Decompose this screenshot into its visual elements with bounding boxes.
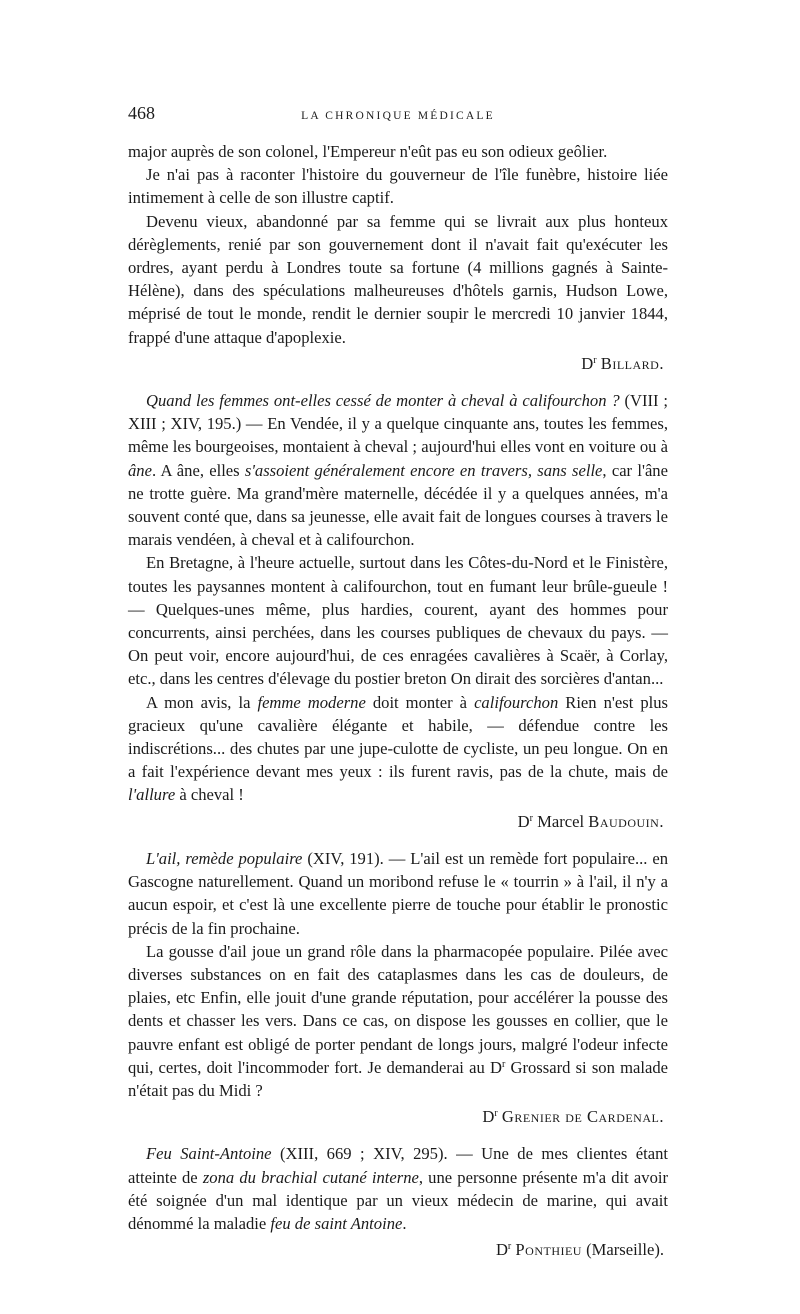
paragraph [128,847,668,940]
text-run: , car l'âne ne trotte guère. Ma grand'mère maternelle, décédée il y a quelques années, m'a souvent conté que, dans sa jeunesse, elle avait fait de longues courses à travers le marais vendéen, à cheval et à califourchon. [128,460,668,550]
paragraph: Je n'ai pas à raconter l'histoire du gouverneur de l'île funèbre, histoire liée intimement à celle de son illustre captif. [128,165,668,208]
signature-name: Billard. [600,353,664,373]
paragraph: major auprès de son colonel, l'Empereur n'eût pas eu son odieux geôlier. [128,142,608,161]
italic-run: s'assoient généralement encore en travers, sans selle [244,460,603,480]
signature-name: Baudouin. [588,811,664,831]
text-run: L'ail est un remède fort populaire... en Gascogne naturellement. Quand un moribond refuse le « tourrin » à l'ail, il n'y a aucun espoir, et c'est là une excellente pierre de touche pour établir le pronostic précis de la fin prochaine. [128,848,669,938]
article-feu-saint-antoine [128,1142,668,1261]
text-run: doit monter à [365,692,475,712]
signature [128,352,668,375]
signature-title: D [495,1240,508,1260]
signature [128,810,668,833]
italic-run: l'allure [128,785,176,805]
page-header [128,102,668,140]
article-title: L'ail, remède populaire [146,848,303,868]
text-run: Rien n'est plus gracieux qu'une cavalière élégante et habile, — défendue contre les indiscrétions... des chutes par une jupe-culotte de cycliste, un peu longue. On en a fait l'expérience devant mes yeux : ils furent ravis, pas de la chute, mais de [128,692,668,782]
signature [128,1105,668,1128]
paragraph: En Bretagne, à l'heure actuelle, surtout dans les Côtes-du-Nord et le Finistère, toutes les paysannes montent à califourchon, tout en fumant leur brûle-gueule ! — Quelques-unes même, plus hardies, courent, ayant des hommes pour concurrents, ainsi perchées, dans les courses publiques de chevaux du pays. — On peut voir, encore aujourd'hui, de ces enragées cavalières à Scaër, à Corlay, etc., dans les centres d'élevage du postier breton On dirait des sorcières d'antan... [128,553,668,689]
text-run: La gousse d'ail joue un grand rôle dans la pharmacopée populaire. Pilée avec diverses substances on en fait des cataplasmes dans les cas de douleurs, de plaies, etc Enfin, elle jouit d'une grande réputation, pour accélérer la pousse des dents et chasser les vers. Dans ce cas, on dispose les gousses en collier, que le pauvre enfant est obligé de porter pendant de longs jours, malgré l'odeur infecte qui, certes, doit l'incommoder fort. Je demanderai au D [128,941,668,1077]
text-run: . [402,1213,407,1233]
signature-name: Ponthieu [515,1240,582,1260]
italic-run: femme moderne [257,692,366,712]
paragraph: Devenu vieux, abandonné par sa femme qui se livrait aux plus honteux dérèglements, renié par son gouvernement dont il n'avait fait qu'exécuter les ordres, ayant perdu à Londres toute sa fortune (4 millions gagnés à Sainte-Hélène), dans des spéculations malheureuses d'hôtels garnis, Hudson Lowe, méprisé de tout le monde, rendit le dernier soupir le mercredi 10 janvier 1844, frappé d'une attaque d'apoplexie. [128,211,668,347]
text-run: à cheval ! [175,785,244,805]
text-run: Grossard si son malade n'était pas du Midi ? [128,1057,668,1100]
italic-run: zona du brachial cutané interne [202,1167,419,1187]
italic-run: feu de saint Antoine [270,1213,403,1233]
page [128,102,668,1261]
article-title: Quand les femmes ont-elles cessé de monter à cheval à califourchon ? [146,391,620,411]
signature-title: D [517,811,530,831]
text-run: . A âne, elles [151,460,245,480]
signature-first-name: Marcel [537,811,589,831]
paragraph [128,691,668,807]
paragraph [128,1142,668,1235]
signature-title-sup: r [529,812,533,824]
article-califourchon [128,389,668,833]
signature-name: Grenier de Cardenal. [501,1107,664,1127]
article-hudson-lowe [128,140,668,375]
text-run: En Vendée, il y a quelque cinquante ans, toutes les femmes, même les bourgeoises, montaient à cheval ; aujourd'hui elles vont en voiture ou à [128,414,669,457]
text-run: A mon avis, la [146,692,258,712]
superscript: r [501,1058,506,1070]
signature-title-sup: r [507,1241,512,1253]
article-reference: (XIV, 191). — [302,848,411,868]
text-run: , une personne présente m'a dit avoir été soignée d'un mal identique par un vieux médecin de marine, qui avait dénommé la maladie [128,1167,669,1233]
article-ail [128,847,668,1128]
signature-title: D [482,1107,495,1127]
page-number: 468 [128,103,155,123]
running-title: LA CHRONIQUE MÉDICALE [301,110,495,122]
italic-run: califourchon [474,692,559,712]
signature-title-sup: r [494,1108,498,1120]
signature-title: D [581,353,594,373]
article-reference: (XIII, 669 ; XIV, 295). — [271,1144,482,1164]
text-run: Une de mes clientes étant atteinte de [128,1144,668,1187]
paragraph [128,940,668,1102]
article-reference: (VIII ; XIII ; XIV, 195.) — [128,391,668,434]
paragraph [128,389,668,551]
signature-place: (Marseille). [581,1240,664,1260]
italic-run: âne [128,460,152,480]
signature-title-sup: r [593,354,597,366]
signature [128,1238,668,1261]
article-title: Feu Saint-Antoine [146,1144,272,1164]
